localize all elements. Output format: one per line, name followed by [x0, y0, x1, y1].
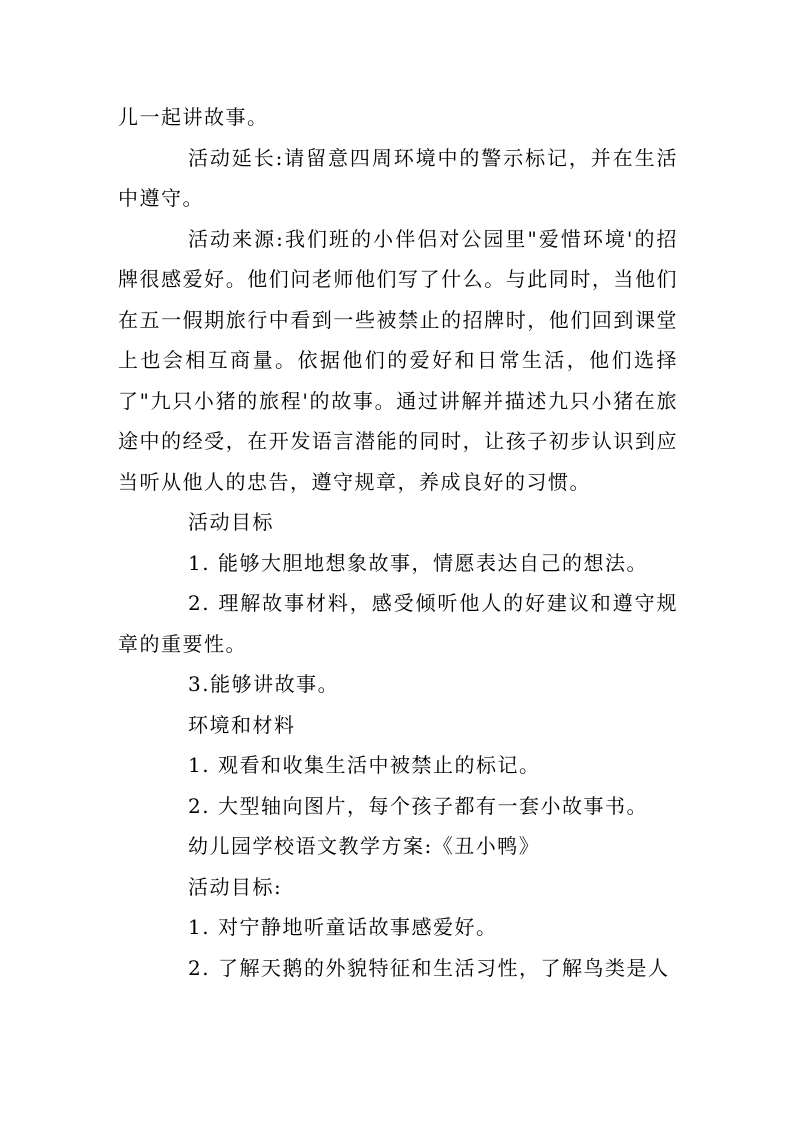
goal-item-2: 2. 理解故事材料，感受倾听他人的好建议和遵守规章的重要性。 — [118, 591, 678, 656]
goal2-item-1: 1. 对宁静地听童话故事感爱好。 — [188, 915, 498, 939]
paragraph-continuation: 儿一起讲故事。 — [118, 105, 269, 129]
paragraph-activity-extension: 活动延长:请留意四周环境中的警示标记，并在生活中遵守。 — [118, 145, 678, 210]
section-heading-activity-goals: 活动目标 — [188, 510, 274, 534]
section-heading-environment-materials: 环境和材料 — [188, 712, 296, 737]
goal-item-1: 1. 能够大胆地想象故事，情愿表达自己的想法。 — [188, 550, 648, 575]
section-heading-activity-goals-2: 活动目标: — [188, 874, 283, 899]
goal-item-3: 3.能够讲故事。 — [188, 672, 340, 696]
goal2-item-2: 2. 了解天鹅的外貌特征和生活习性，了解鸟类是人 — [188, 955, 670, 980]
material-item-2: 2. 大型轴向图片，每个孩子都有一套小故事书。 — [188, 793, 648, 818]
material-item-1: 1. 观看和收集生活中被禁止的标记。 — [188, 753, 541, 777]
document-body — [118, 97, 678, 988]
section-heading-teaching-plan: 幼儿园学校语文教学方案:《丑小鸭》 — [188, 834, 541, 858]
paragraph-activity-source: 活动来源:我们班的小伴侣对公园里"爱惜环境'的招牌很感爱好。他们问老师他们写了什么。与此同时，当他们在五一假期旅行中看到一些被禁止的招牌时，他们回到课堂上也会相互商量。依据他们的爱好和日常生活，他们选择了"九只小猪的旅程'的故事。通过讲解并描述九只小猪在旅途中的经受，在开发语言潜能的同时，让孩子初步认识到应当听从他人的忠告，遵守规章，养成良好的习惯。 — [118, 226, 678, 494]
